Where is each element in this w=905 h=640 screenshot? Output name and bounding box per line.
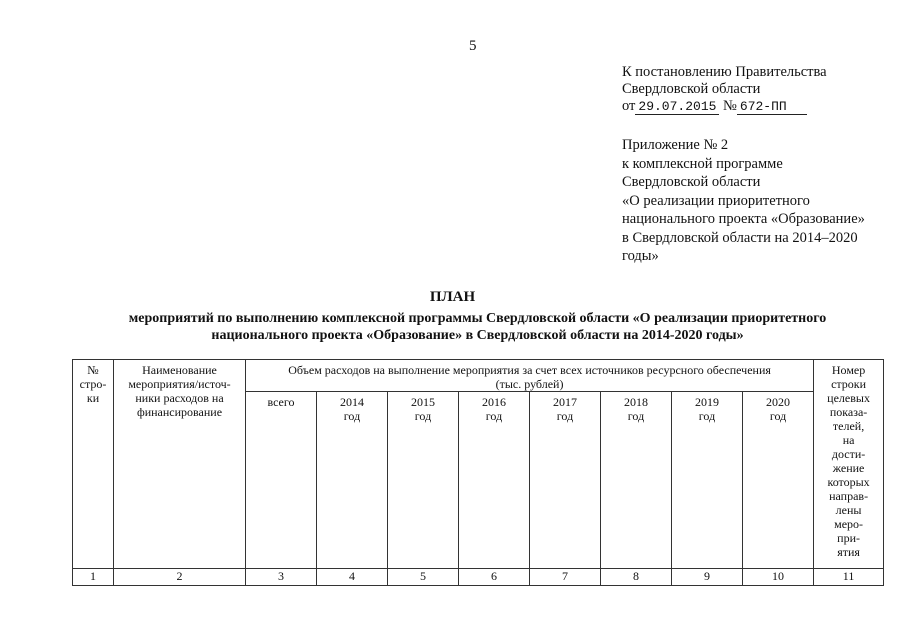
column-number: 6	[459, 569, 530, 586]
plan-subtitle-line: мероприятий по выполнению комплексной программы Свердловской области «О реализации приоритетного	[128, 311, 827, 326]
header-total: всего	[246, 392, 317, 569]
column-number: 8	[601, 569, 672, 586]
plan-subtitle-line: национального проекта «Образование» в Свердловской области на 2014-2020 годы»	[211, 328, 744, 343]
annex-line: в Свердловской области на 2014–2020	[622, 229, 858, 246]
header-target-indicators: Номер строки целевых показа- телей, на дости- жение которых направ- лены меро- при- ятия	[814, 360, 884, 569]
column-number: 2	[114, 569, 246, 586]
header-year-2019: 2019 год	[672, 392, 743, 569]
column-number: 9	[672, 569, 743, 586]
header-spending: Объем расходов на выполнение мероприятия за счет всех источников ресурсного обеспечения (тыс. рублей)	[246, 360, 814, 392]
annex-line: Приложение № 2	[622, 137, 729, 153]
annex-line: годы»	[622, 248, 659, 264]
header-year-2017: 2017 год	[530, 392, 601, 569]
header-year-2014: 2014 год	[317, 392, 388, 569]
column-number: 7	[530, 569, 601, 586]
date-prefix: от	[622, 98, 636, 114]
approval-line: Свердловской области	[622, 81, 761, 97]
annex-block	[622, 136, 892, 266]
column-number: 4	[317, 569, 388, 586]
approval-line: К постановлению Правительства	[622, 64, 827, 80]
column-number: 3	[246, 569, 317, 586]
header-activity-name: Наименование мероприятия/источ- ники расходов на финансирование	[114, 360, 246, 569]
column-number: 11	[814, 569, 884, 586]
approval-block	[622, 64, 827, 115]
plan-table	[72, 359, 884, 586]
plan-subtitle	[90, 310, 865, 344]
column-number: 5	[388, 569, 459, 586]
header-row-number: № стро- ки	[73, 360, 114, 569]
decree-number: 672-ПП	[737, 100, 807, 115]
header-year-2018: 2018 год	[601, 392, 672, 569]
annex-line: Свердловской области	[622, 174, 761, 190]
header-year-2015: 2015 год	[388, 392, 459, 569]
annex-line: национального проекта «Образование»	[622, 211, 865, 227]
plan-title: ПЛАН	[429, 289, 476, 305]
decree-date: 29.07.2015	[635, 100, 719, 115]
header-year-2016: 2016 год	[459, 392, 530, 569]
header-year-2020: 2020 год	[743, 392, 814, 569]
column-number: 10	[743, 569, 814, 586]
number-prefix: №	[723, 98, 737, 114]
page-number: 5	[469, 38, 477, 54]
annex-line: к комплексной программе	[622, 155, 783, 172]
annex-line: «О реализации приоритетного	[622, 192, 810, 209]
column-number-row	[73, 569, 884, 586]
approval-date-line	[622, 98, 827, 115]
column-number: 1	[73, 569, 114, 586]
